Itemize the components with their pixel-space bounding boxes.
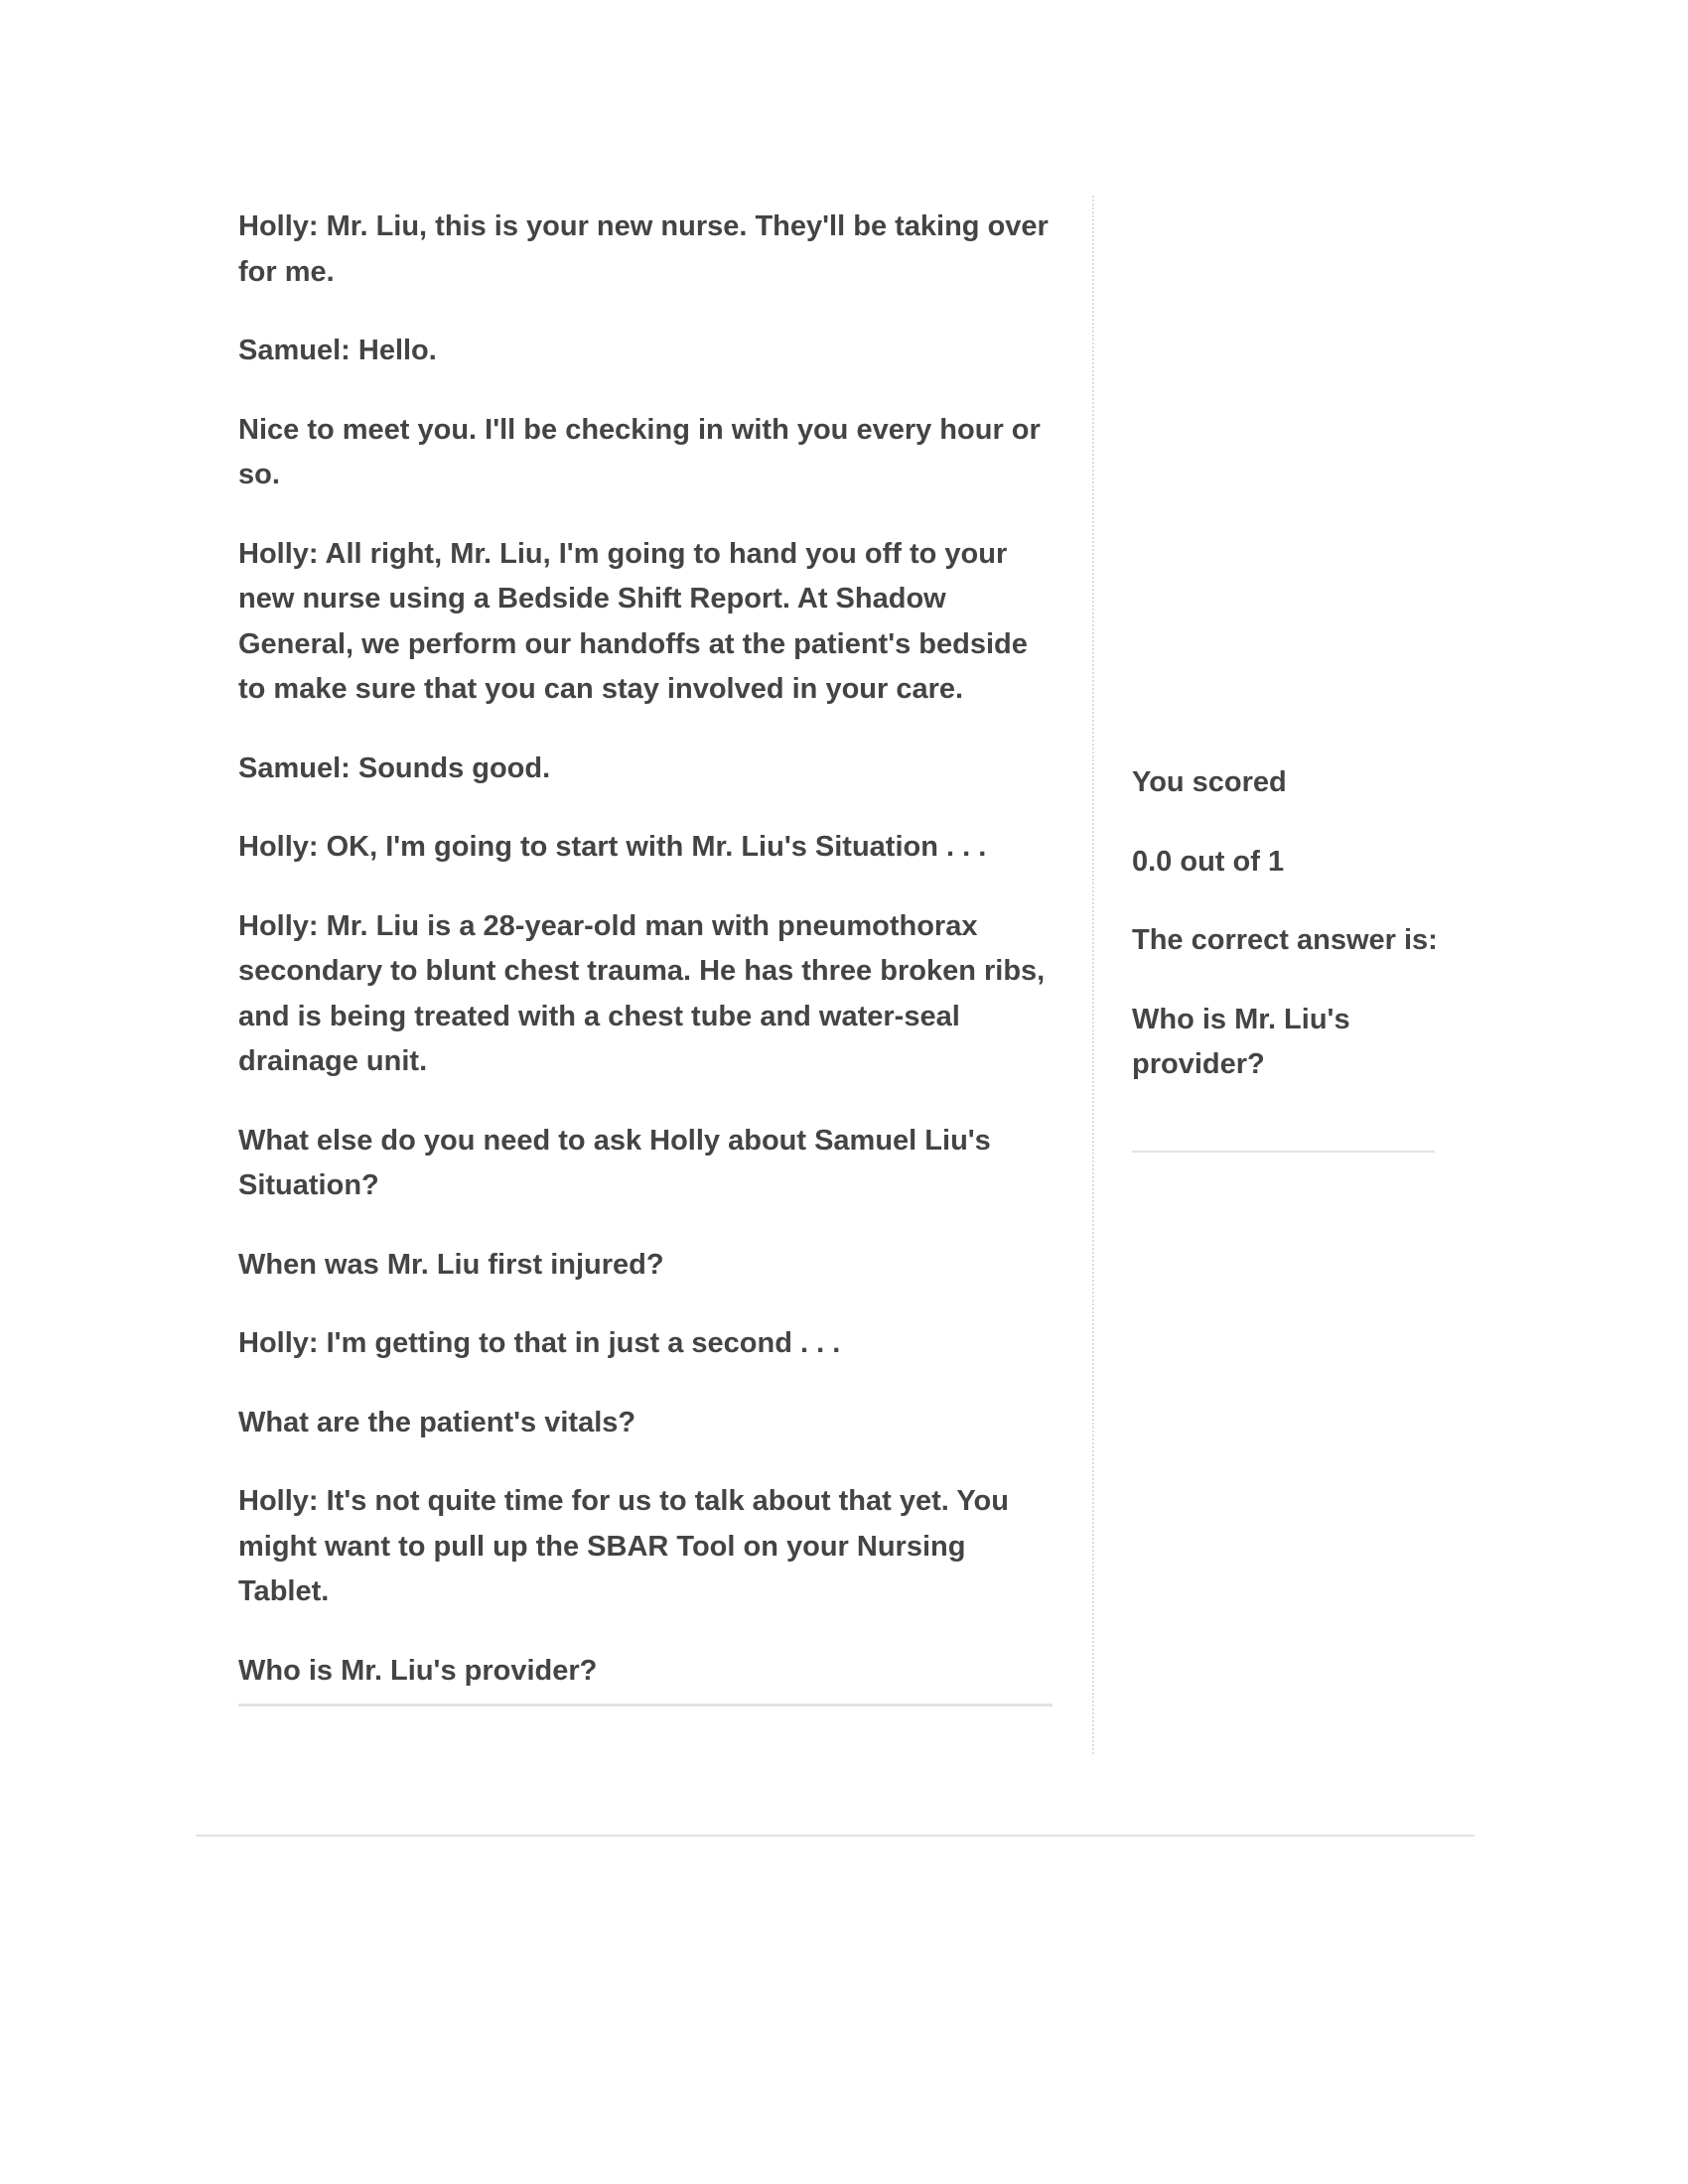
transcript-line: Holly: Mr. Liu is a 28-year-old man with pneumothorax secondary to blunt chest trauma. He has three broken ribs, and is being treated with a chest tube and water-seal drainage unit. — [238, 909, 1046, 1077]
page-divider — [196, 1835, 1475, 1837]
column-divider — [1092, 196, 1094, 1754]
transcript-line: Holly: Mr. Liu, this is your new nurse. They'll be taking over for me. — [238, 210, 1049, 288]
transcript-line: Samuel: Hello. — [238, 335, 437, 366]
transcript-divider — [238, 1704, 1053, 1706]
correct-answer-label: The correct answer is: — [1132, 924, 1438, 956]
transcript-line: Nice to meet you. I'll be checking in with you every hour or so. — [238, 413, 1041, 490]
transcript-line: Holly: All right, Mr. Liu, I'm going to hand you off to your new nurse using a Bedside Shift Report. At Shadow General, we perform our handoffs at the patient's bedside to make sure that you can stay involved in your care. — [238, 537, 1028, 705]
transcript-line: Holly: I'm getting to that in just a second . . . — [238, 1327, 841, 1359]
score-label: You scored — [1132, 766, 1287, 798]
transcript-line: When was Mr. Liu first injured? — [238, 1248, 664, 1281]
transcript-line: What else do you need to ask Holly about Samuel Liu's Situation? — [238, 1124, 991, 1201]
transcript-line: Holly: OK, I'm going to start with Mr. Liu's Situation . . . — [238, 831, 987, 863]
transcript-line: What are the patient's vitals? — [238, 1406, 636, 1438]
score-value: 0.0 out of 1 — [1132, 845, 1285, 878]
transcript — [238, 205, 1053, 1727]
correct-answer: Who is Mr. Liu's provider? — [1132, 1003, 1350, 1080]
score-panel — [1132, 760, 1440, 1122]
score-divider — [1132, 1151, 1435, 1153]
transcript-line: Holly: It's not quite time for us to talk about that yet. You might want to pull up the SBAR Tool on your Nursing Tablet. — [238, 1485, 1009, 1607]
transcript-line: Samuel: Sounds good. — [238, 751, 551, 784]
transcript-line: Who is Mr. Liu's provider? — [238, 1654, 598, 1687]
